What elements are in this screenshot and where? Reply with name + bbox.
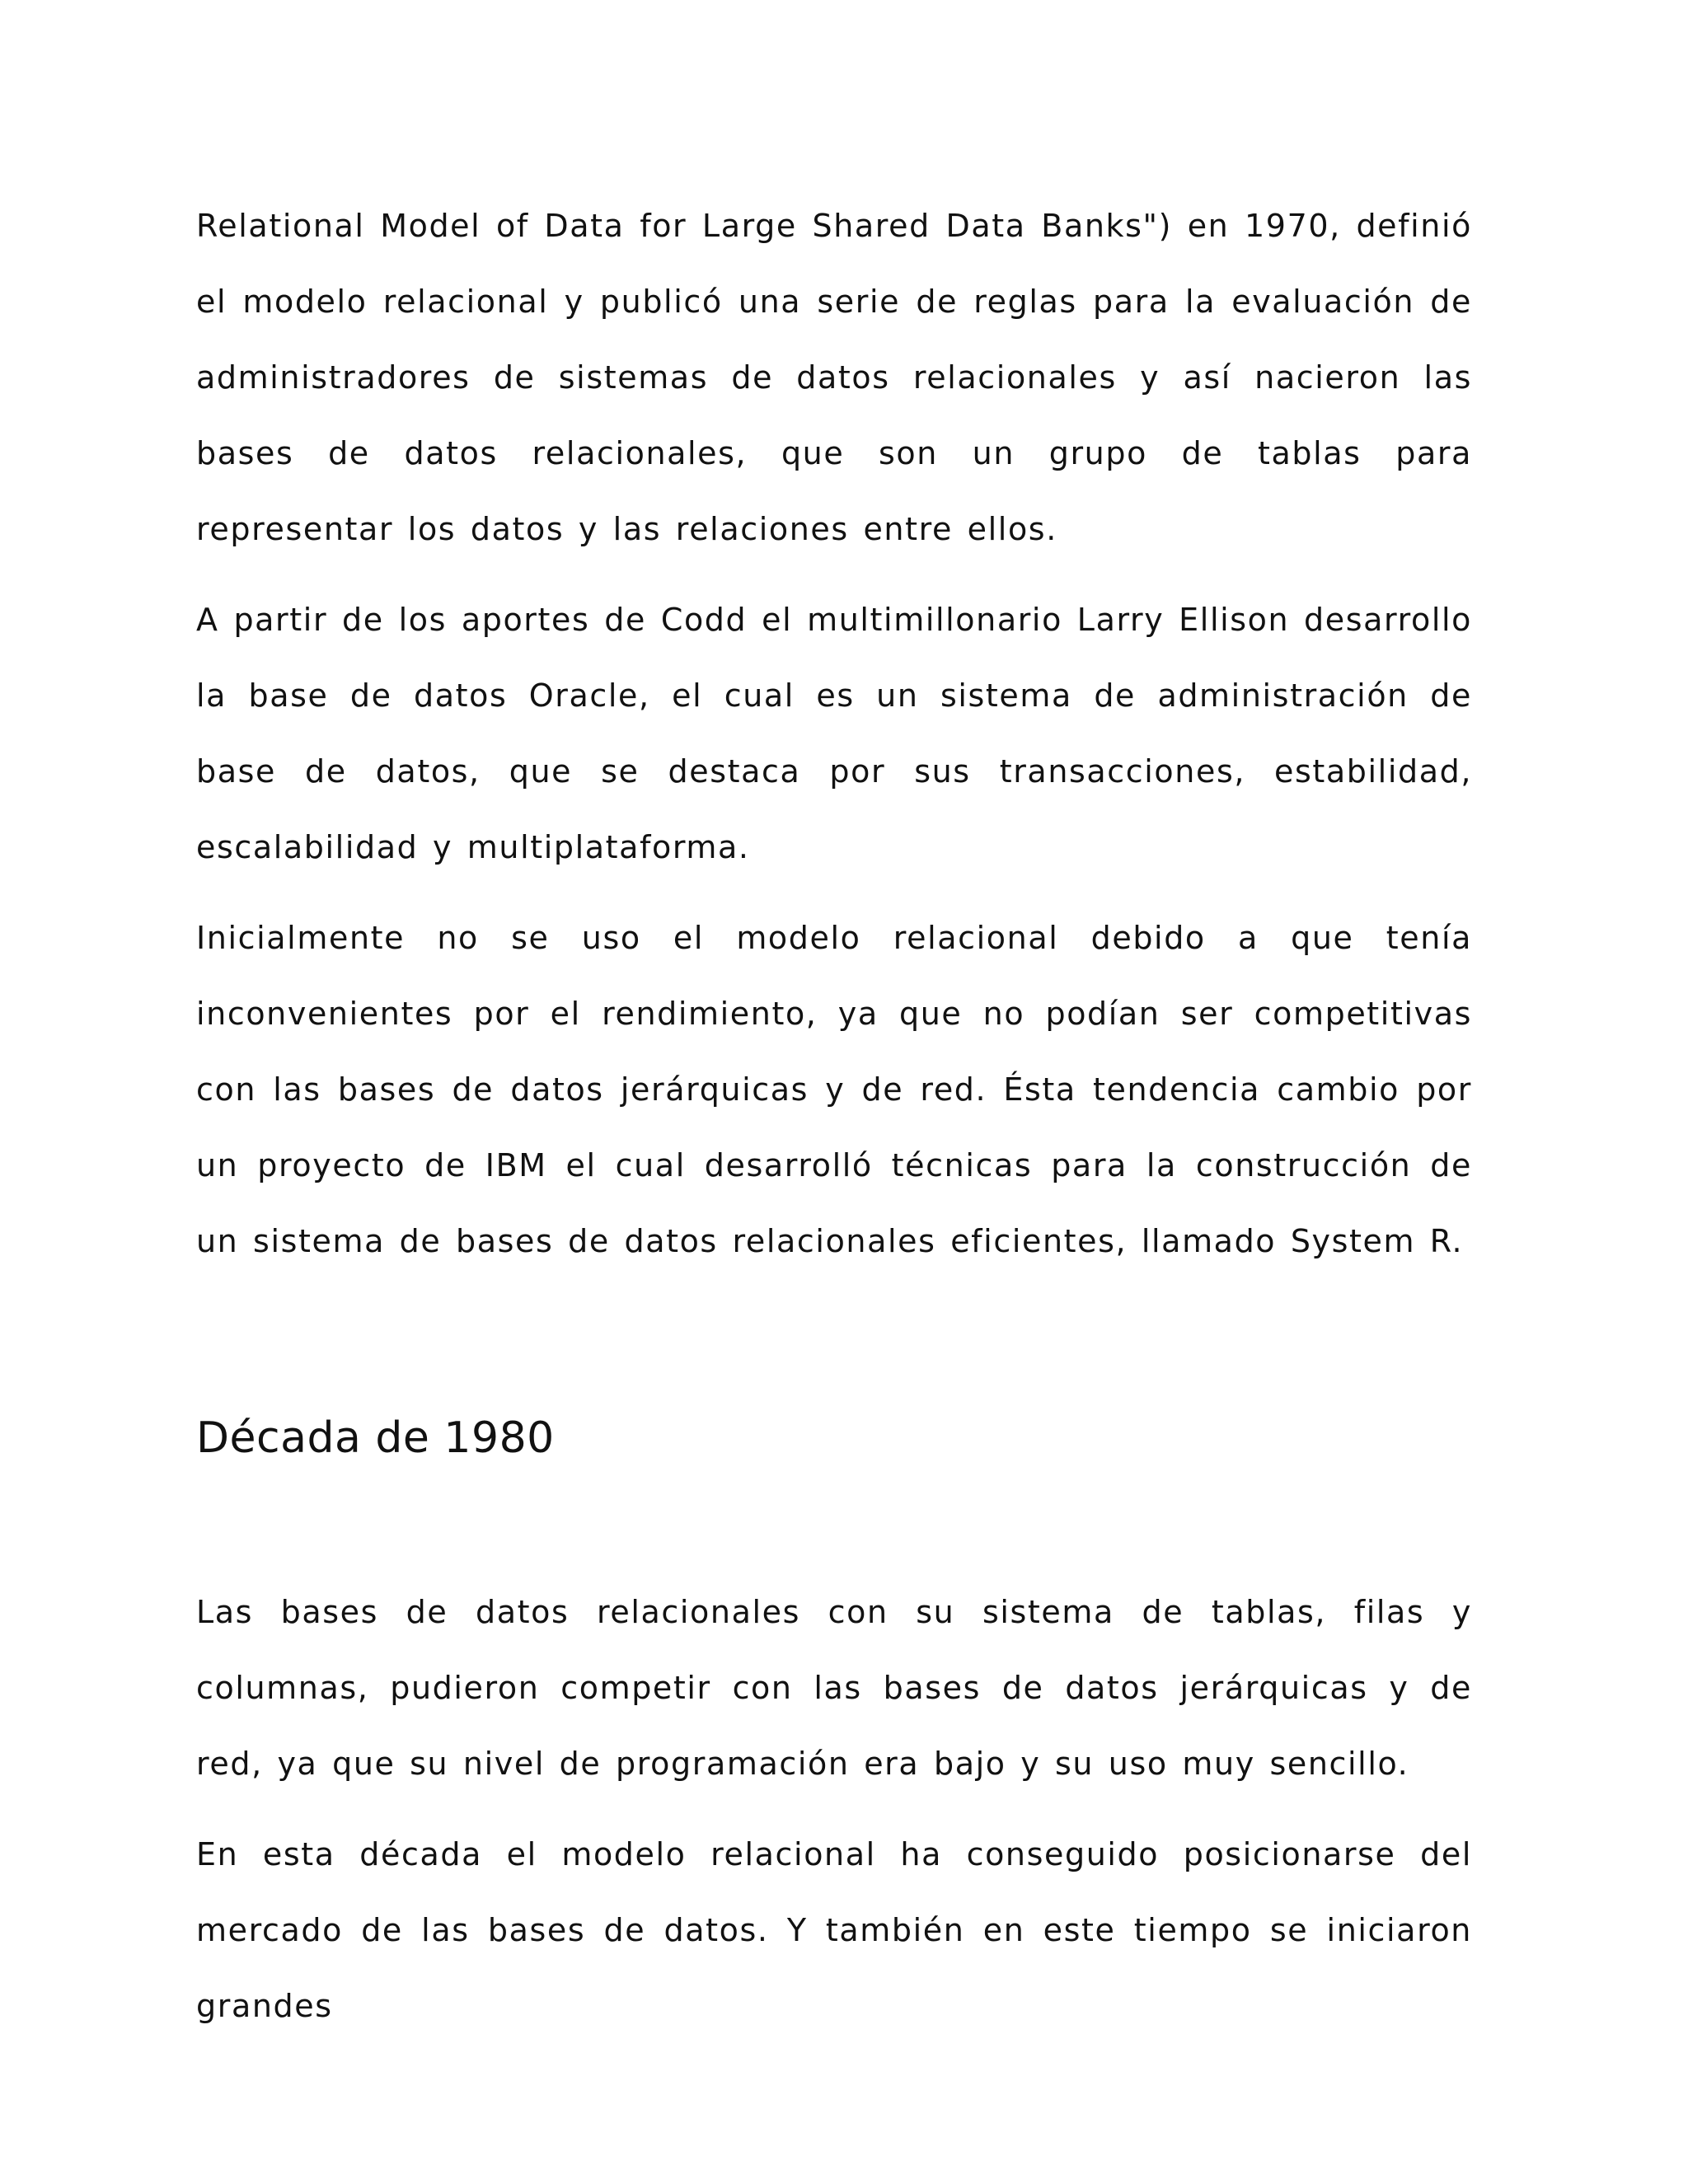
paragraph-oracle: A partir de los aportes de Codd el multimillonario Larry Ellison desarrollo la base de datos Oracle, el cual es un sistema de administración de base de datos, que se destaca por sus transacciones, estabilidad, escalabilidad y multiplataforma. — [196, 602, 1472, 865]
paragraph-market-position: En esta década el modelo relacional ha conseguido posicionarse del mercado de las bases de datos. Y también en este tiempo se iniciaron grandes — [196, 1836, 1472, 2024]
paragraph-relational-model: Relational Model of Data for Large Shared Data Banks") en 1970, definió el modelo relacional y publicó una serie de reglas para la evaluación de administradores de sistemas de datos relacionales y así nacieron las bases de datos relacionales, que son un grupo de tablas para representar los datos y las relaciones entre ellos. — [196, 208, 1472, 547]
paragraph-relational-competition: Las bases de datos relacionales con su sistema de tablas, filas y columnas, pudieron competir con las bases de datos jerárquicas y de red, ya que su nivel de programación era bajo y su uso muy sencillo. — [196, 1594, 1472, 1782]
section-heading: Década de 1980 — [196, 1413, 555, 1463]
paragraph-system-r: Inicialmente no se uso el modelo relacional debido a que tenía inconvenientes por el rendimiento, ya que no podían ser competitivas con las bases de datos jerárquicas y de red. Ésta tendencia cambio por un proyecto de IBM el cual desarrolló técnicas para la construcción de un sistema de bases de datos relacionales eficientes, llamado System R. — [196, 920, 1472, 1259]
